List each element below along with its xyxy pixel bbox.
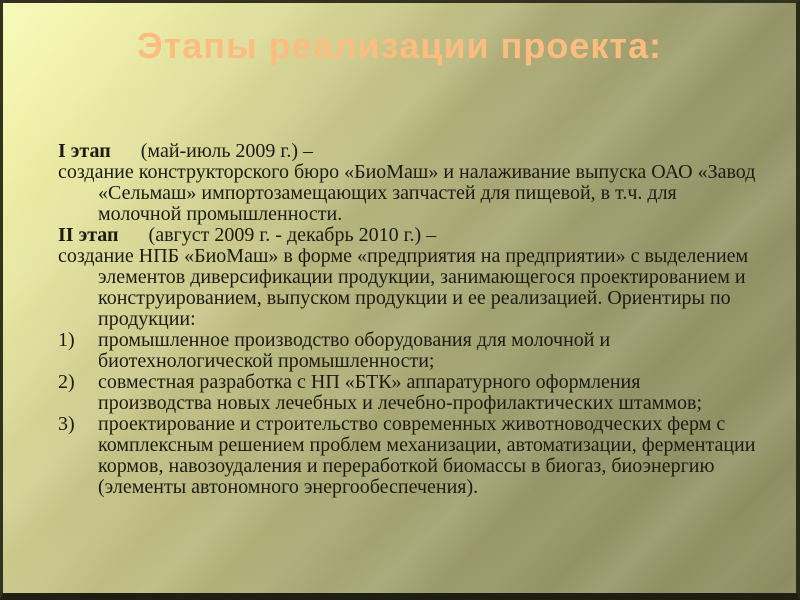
stage-1-heading [58,141,756,162]
stage-1-label: I этап [58,140,111,162]
product-item-1-text: промышленное производство оборудования для молочной и биотехнологической промышленности; [98,329,611,372]
stage-2-dates: (август 2009 г. - декабрь 2010 г.) – [148,224,437,246]
product-item-1-number: 1) [58,329,75,351]
stage-1-description: создание конструкторского бюро «БиоМаш» и налаживание выпуска ОАО «Завод «Сельмаш» импортозамещающих запчастей для пищевой, в т.ч. для молочной промышленности. [58,161,756,225]
product-item-3-text: проектирование и строительство современных животноводческих ферм с комплексным решением проблем механизации, автоматизации, ферментации кормов, навозоудаления и переработкой биомассы в биогаз, биоэнергию (элементы автономного энергообеспечения). [98,413,756,498]
slide-title: Этапы реализации проекта: [136,25,663,66]
stage-2-description: создание НПБ «БиоМаш» в форме «предприятия на предприятии» с выделением элементов диверсификации продукции, занимающегося проектированием и конструированием, выпуском продукции и ее реализацией. Ориентиры по продукции: [58,245,749,330]
product-item-2-text: совместная разработка с НП «БТК» аппаратурного оформления производства новых лечебных и лечебно-профилактических штаммов; [98,371,703,414]
stage-2-label: II этап [58,224,119,246]
product-item-2 [58,372,756,414]
product-item-2-number: 2) [58,371,75,393]
stage-1-dates: (май-июль 2009 г.) – [140,140,314,162]
product-item-1 [58,330,756,372]
slide-body [3,141,796,498]
stage-2-heading [58,225,756,246]
product-item-3 [58,414,756,498]
product-item-3-number: 3) [58,413,75,435]
